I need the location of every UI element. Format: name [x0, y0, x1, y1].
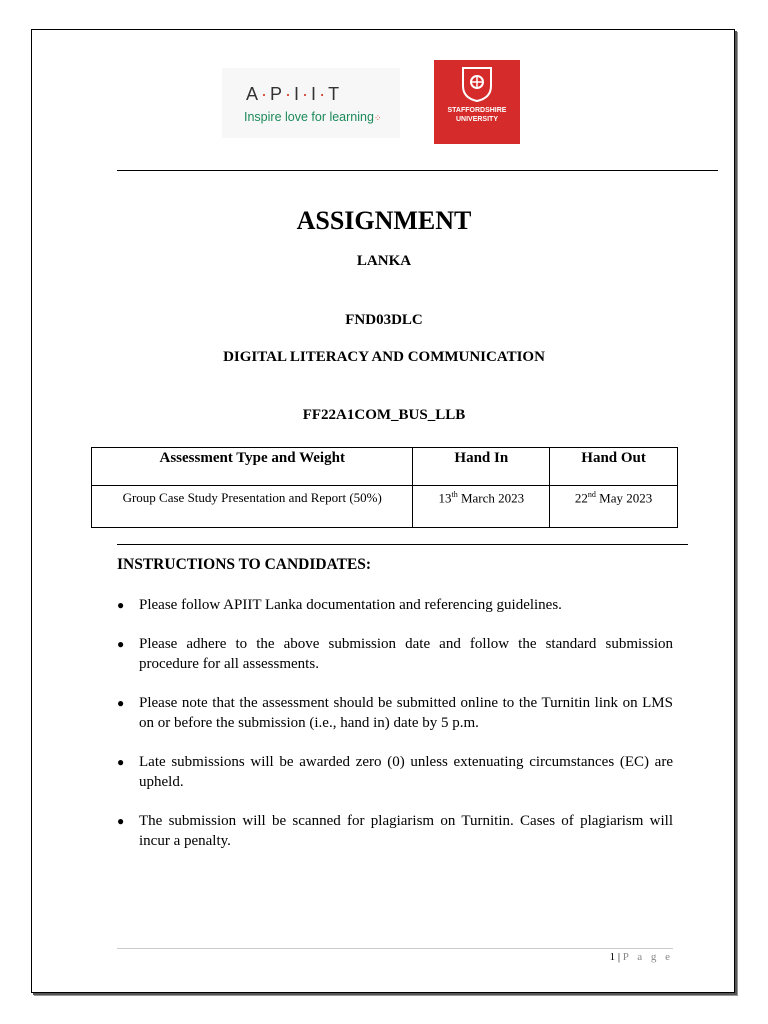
cell-assessment-type: Group Case Study Presentation and Report (50%)	[92, 486, 413, 528]
list-item: ● Late submissions will be awarded zero (0) unless extenuating circumstances (EC) are upheld.	[117, 754, 673, 790]
bullet-icon: ●	[117, 696, 125, 710]
instructions-rule	[117, 544, 688, 545]
footer-rule	[117, 948, 673, 949]
apiit-wordmark: A·P·I·I·T	[246, 84, 343, 104]
apiit-tagline: Inspire love for learning⁘	[244, 110, 382, 124]
bullet-icon: ●	[117, 814, 125, 828]
table-row	[92, 486, 678, 528]
table-header-row	[92, 448, 678, 486]
crest-icon	[461, 66, 493, 102]
header-hand-out: Hand Out	[550, 448, 678, 486]
cell-hand-in: 13th March 2023	[413, 486, 550, 528]
instructions-heading: INSTRUCTIONS TO CANDIDATES:	[117, 556, 372, 573]
intake-code: FF22A1COM_BUS_LLB	[302, 407, 466, 423]
list-item: ● Please follow APIIT Lanka documentation and referencing guidelines.	[117, 597, 562, 613]
list-item: ● Please note that the assessment should be submitted online to the Turnitin link on LMS on or before the submission (i.e., hand in) date by 5 p.m.	[117, 695, 673, 731]
header-rule	[117, 170, 718, 171]
instructions-list	[117, 595, 673, 870]
logo-bar	[0, 58, 768, 148]
cell-hand-out: 22nd May 2023	[550, 486, 678, 528]
bullet-icon: ●	[117, 598, 125, 612]
document-title: ASSIGNMENT	[296, 206, 472, 235]
page-word: P a g e	[622, 951, 673, 963]
page-separator: |	[617, 951, 621, 963]
staffordshire-wordmark: STAFFORDSHIRE UNIVERSITY	[447, 107, 507, 123]
staffordshire-logo	[434, 60, 520, 144]
list-item: ● Please adhere to the above submission date and follow the standard submission procedure for all assessments.	[117, 636, 673, 672]
module-code: FND03DLC	[345, 312, 423, 328]
header-hand-in: Hand In	[413, 448, 550, 486]
bullet-icon: ●	[117, 755, 125, 769]
apiit-logo	[222, 68, 400, 138]
list-item: ● The submission will be scanned for plagiarism on Turnitin. Cases of plagiarism will incur a penalty.	[117, 813, 673, 849]
page-number: 1	[609, 951, 616, 963]
campus-label: LANKA	[356, 253, 412, 269]
page-footer	[610, 951, 673, 963]
bullet-icon: ●	[117, 637, 125, 651]
assessment-table	[91, 447, 678, 528]
module-name: DIGITAL LITERACY AND COMMUNICATION	[223, 349, 545, 365]
header-assessment-type: Assessment Type and Weight	[92, 448, 413, 486]
